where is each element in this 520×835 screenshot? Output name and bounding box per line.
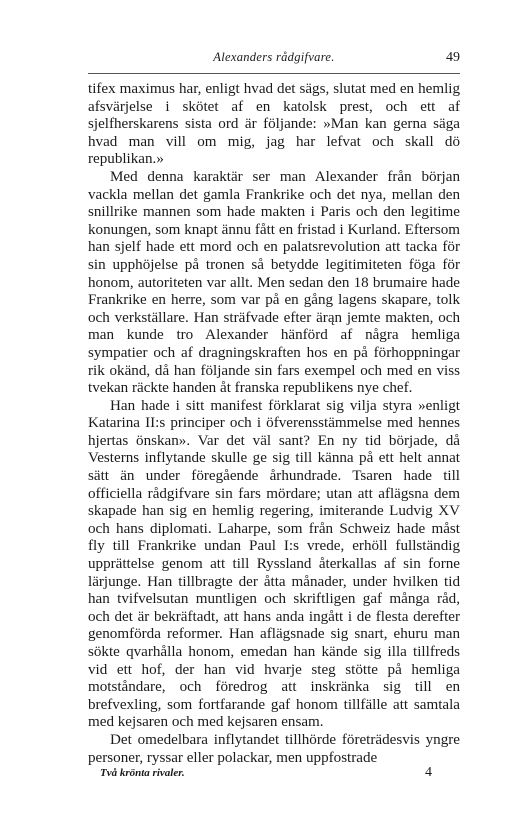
body-text: [88, 81, 460, 767]
running-title: Alexanders rådgifvare.: [213, 50, 335, 64]
paragraph: Med denna karaktär ser man Alexander från början vackla mellan det gamla Frankrike och det nya, mellan den snillrike mannen som hade makten i Paris och den legitime konungen, som knapt ännu fått en fristad i Kurland. Eftersom han sjelf hade ett mord och en palatsrevolution att tacka för sin upphöjelse på tronen så betydde legitimiteten föga för honom, autoriteten var allt. Men sedan den 18 brumaire hade Frankrike en herre, som var på en gång lagens skapare, tolk och verkställare. Han sträfvade efter ärąn jemte makten, och man kunde tro Alexander hänförd af några hemliga sympatier och af dragningskraften hos en på förhoppningar rik okänd, då han följande sin fars exempel och med en viss tvekan räckte handen åt franska republikens nye chef.: [88, 168, 460, 397]
paragraph: Han hade i sitt manifest förklarat sig vilja styra »enligt Katarina II:s principer och i öfverensstämmelse med hennes hjertas önskan». Var det väl sant? En ny tid började, då Vesterns inflytande skulle ge sig till känna på ett helt annat sätt än under föregående århundrade. Tsaren hade till officiella rådgifvare sin fars mördare; utan att aflägsna dem skapade han sig en hemlig regering, imiterande Ludvig XV och hans diplomati. Laharpe, som från Schweiz hade måst fly till Frankrike undan Paul I:s vrede, erhöll fullständig upprättelse genom att till Ryssland återkallas af sin forne lärjunge. Han tillbragte der åtta månader, under hvilken tid han tvifvelsutan muntligen och skriftligen gaf många råd, och det är bekräftadt, att hans anda ingått i de flesta derefter genomförda reformer. Han aflägsnade sig snart, ehuru man sökte qvarhålla honom, emedan han kände sig illa tillfreds vid ett hof, der han vid hvarje steg stötte på hemliga motståndare, och föredrog att inskränka sig till en brefvexling, som fortfarande gaf honom tillfälle att samtala med kejsaren och med kejsaren ensam.: [88, 397, 460, 731]
paragraph: tifex maximus har, enligt hvad det sägs, slutat med en hemlig afsvärjelse i skötet af en katolsk prest, och ett af sjelfherskarens sista ord är följande: »Man kan gerna säga hvad man vill om mig, jag har lefvat och skall dö republikan.»: [88, 81, 460, 168]
header-rule: [88, 73, 460, 74]
signature-mark: Två krönta rivaler.: [100, 767, 185, 779]
running-head: [88, 50, 460, 68]
page-number: 49: [446, 50, 460, 65]
paragraph: Det omedelbara inflytandet tillhörde företrädesvis yngre personer, ryssar eller polackar, men uppfostrade: [88, 731, 460, 766]
sheet-number: 4: [425, 765, 432, 780]
page-footer: [100, 767, 432, 783]
